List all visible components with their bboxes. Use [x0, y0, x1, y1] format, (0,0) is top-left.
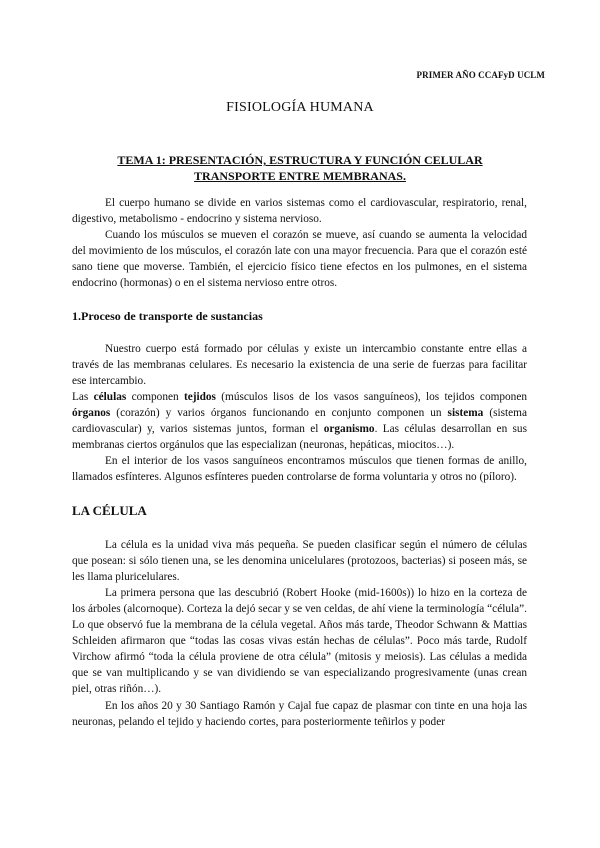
section-1-paragraph-3: En el interior de los vasos sanguíneos encontramos músculos que tienen formas de anillo, llamados esfínteres. Algunos esfínteres pueden controlarse de forma voluntaria y otros no (píloro).	[72, 455, 527, 484]
section-2-paragraph-1: La célula es la unidad viva más pequeña. Se pueden clasificar según el número de células que posean: si sólo tienen una, se les denomina unicelulares (protozoos, bacterias) si poseen más, se les llama pluricelulares.	[72, 538, 527, 583]
section-1-paragraph-1: Nuestro cuerpo está formado por células y existe un intercambio constante entre ellas a través de las membranas celulares. Es necesario la existencia de una serie de fuerzas para facilitar ese intercambio.	[72, 342, 527, 387]
term-organismo: organismo	[323, 423, 375, 436]
text-run: . Las células desarrollan en sus membranas ciertos orgánulos que las especializan (neuronas, hepáticas, miocitos…).	[72, 423, 527, 452]
header-tag: PRIMER AÑO CCAFyD UCLM	[416, 70, 545, 80]
term-tejidos: tejidos	[183, 390, 216, 403]
section-1-heading: 1.Proceso de transporte de sustancias	[72, 308, 263, 323]
topic-heading-line-2: TRANSPORTE ENTRE MEMBRANAS.	[194, 169, 406, 183]
intro-paragraph-1: El cuerpo humano se divide en varios sistemas como el cardiovascular, respiratorio, renal, digestivo, metabolismo - endocrino y sistema nervioso.	[72, 197, 527, 226]
term-celulas: células	[93, 390, 127, 403]
text-run: componen	[126, 390, 184, 403]
topic-heading	[70, 152, 530, 184]
section-2-heading: LA CÉLULA	[72, 502, 147, 518]
section-1-paragraph-2	[72, 389, 527, 453]
document-body	[72, 195, 527, 730]
text-run: (sistema cardiovascular) y, varios sistemas juntos, forman el	[72, 407, 527, 436]
text-run: (corazón) y varios órganos funcionando en conjunto componen un	[110, 407, 448, 420]
intro-paragraph-2: Cuando los músculos se mueven el corazón se mueve, así cuando se aumenta la velocidad del movimiento de los músculos, el corazón late con una mayor frecuencia. Para que el corazón esté sano tiene que moverse. También, el ejercicio físico tiene efectos en los pulmones, en el sistema endocrino (hormonas) o en el sistema nervioso entre otros.	[72, 229, 527, 290]
section-2-paragraph-2: La primera persona que las descubrió (Robert Hooke (mid-1600s)) lo hizo en la corteza de los árboles (alcornoque). Corteza la dejó secar y se ven celdas, de ahí viene la terminología “célula”. Lo que observó fue la membrana de la célula vegetal. Años más tarde, Theodor Schwann & Mattias Schleiden afirmaron que “todas las cosas vivas están hechas de células”. Poco más tarde, Rudolf Virchow afirmó “toda la célula proviene de otra célula” (mitosis y meiosis). Las células a medida que se van multiplicando y se van dividiendo se van especializando progresivamente (unas crean piel, otras riñón…).	[72, 586, 527, 696]
topic-heading-line-1: TEMA 1: PRESENTACIÓN, ESTRUCTURA Y FUNCIÓN CELULAR	[117, 153, 483, 167]
term-sistema: sistema	[447, 407, 484, 420]
text-run: Las	[72, 390, 94, 403]
text-run: (músculos lisos de los vasos sanguíneos), los tejidos componen	[215, 390, 527, 403]
section-2-paragraph-3: En los años 20 y 30 Santiago Ramón y Cajal fue capaz de plasmar con tinte en una hoja las neuronas, pelando el tejido y haciendo cortes, para posteriormente teñirlos y poder	[72, 699, 527, 728]
term-organos: órganos	[72, 407, 111, 420]
document-title: FISIOLOGÍA HUMANA	[226, 100, 374, 115]
